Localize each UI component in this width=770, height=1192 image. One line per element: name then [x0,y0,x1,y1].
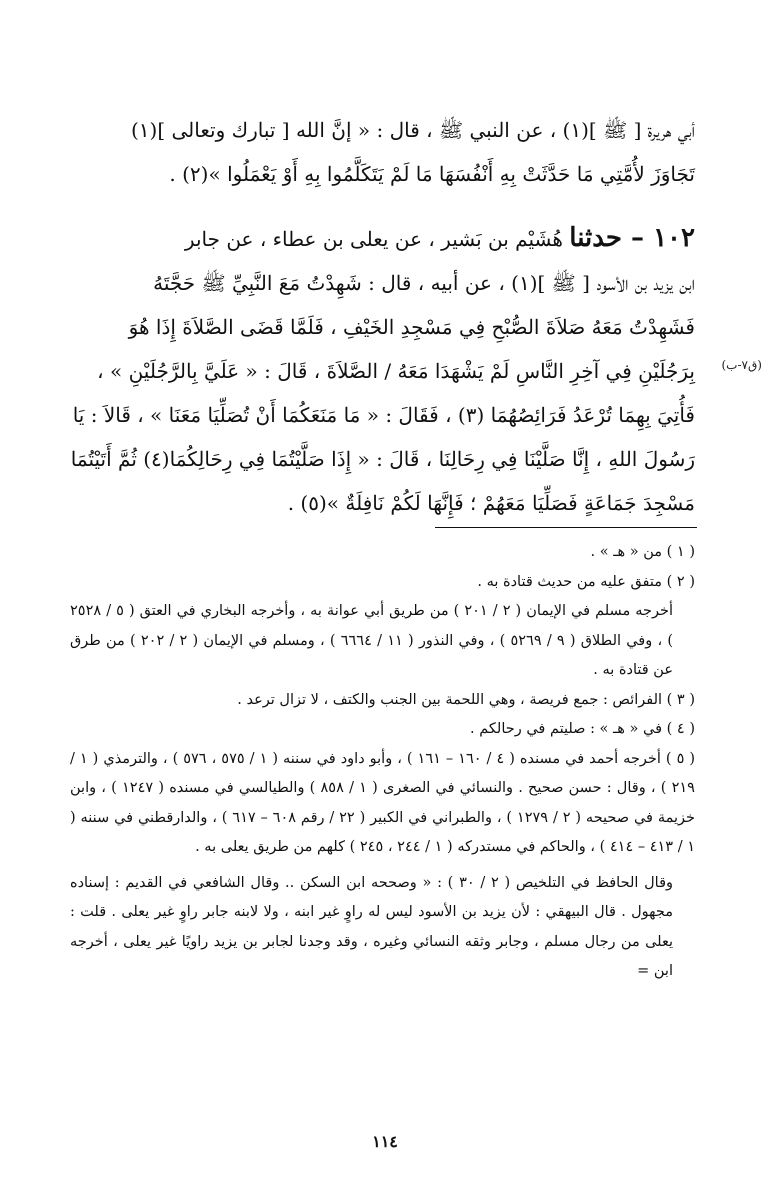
footnote: ( ٥ ) أخرجه أحمد في مسنده ( ٤ / ١٦٠ – ١٦١ ) ، وأبو داود في سننه ( ١ / ٥٧٥ ، ٥٧٦ ) ، والترمذي ( ١ / ٢١٩ ) ، وقال : حسن صحيح . والنسائي في الصغرى ( ١ / ٨٥٨ ) والطيالسي في مسنده ( ١٢٤٧ ) ، وابن خزيمة في صحيحه ( ٢ / ١٢٧٩ ) ، والطبراني في الكبير ( ٢٢ / رقم ٦٠٨ – ٦١٧ ) ، والدارقطني في سننه ( ١ / ٤١٣ – ٤١٤ ) ، والحاكم في مستدركه ( ١ / ٢٤٤ ، ٢٤٥ ) كلهم من طريق يعلى به . [70,750,696,855]
hadith-line: رَسُولَ اللهِ ، إِنَّا صَلَّيْنَا فِي رِحَالِنَا ، قَالَ : « إِذَا صَلَّيْتُمَا فِي رِحَالِكُمَا(٤) ثُمَّ أَتَيْتُمَا [70,447,695,471]
main-line: أبي هريرة [ ﷺ ](١) ، عن النبي ﷺ ، قال : « إنَّ الله [ تبارك وتعالى ](١) [130,118,695,142]
footnote-separator [435,527,697,528]
page-number: ١١٤ [372,1132,398,1151]
hadith-line: فَأُتِيَ بِهِمَا تُرْعَدُ فَرَائِصُهُمَا (٣) ، فَقَالَ : « مَا مَنَعَكُمَا أَنْ تُصَلِّيَا مَعَنَا » ، قَالاَ : يَا [72,403,695,427]
hadith-line: مَسْجِدَ جَمَاعَةٍ فَصَلِّيَا مَعَهُمْ ؛ فَإِنَّهَا لَكُمْ نَافِلَةٌ »(٥) . [287,491,695,515]
manuscript-folio-reference: (ق٧-ب) [721,358,762,372]
hadith-opening [70,216,695,261]
spacer [70,196,695,216]
main-line: تَجَاوَزَ لأُمَّتِي مَا حَدَّثَتْ بِهِ أَنْفُسَهَا مَا لَمْ يَتَكَلَّمُوا بِهِ أَوْ يَعْمَلُوا »(٢) . [169,162,695,186]
hadith-line: فَشَهِدْتُ مَعَهُ صَلاَةَ الصُّبْحِ فِي مَسْجِدِ الخَيْفِ ، فَلَمَّا قَضَى الصَّلاَةَ إِذَا هُوَ [128,315,695,339]
hadith-isnad: هُشَيْم بن بَشير ، عن يعلى بن عطاء ، عن جابر [184,227,570,251]
hadith-number-heading: ١٠٢ – حدثنا [569,223,695,253]
footnote: ( ١ ) من « هـ » . [590,544,695,560]
footnote: ( ٢ ) متفق عليه من حديث قتادة به . [477,573,695,590]
hadith-line: بِرَجُلَيْنِ فِي آخِرِ النَّاسِ لَمْ يَشْهَدَا مَعَهُ / الصَّلاَةَ ، قَالَ : « عَلَيَّ بِالرَّجُلَيْنِ » ، [97,359,695,383]
footnotes-block [70,538,695,987]
footnote-detail: أخرجه مسلم في الإيمان ( ٢ / ٢٠١ ) من طريق أبي عوانة به ، وأخرجه البخاري في العتق ( ٥ / ٢٥٢٨ ) ، وفي الطلاق ( ٩ / ٥٢٦٩ ) ، وفي النذور ( ١١ / ٦٦٦٤ ) ، ومسلم في الإيمان ( ٢ / ٢٠٢ ) من طرق عن قتادة به . [70,603,673,678]
footnote: ( ٣ ) الفرائص : جمع فريصة ، وهي اللحمة بين الجنب والكتف ، لا تزال ترعد . [237,691,695,708]
hadith-line: ابن يزيد بن الأسود [ ﷺ ](١) ، عن أبيه ، قال : شَهِدْتُ مَعَ النَّبِيِّ ﷺ حَجَّتَهُ [153,271,695,295]
footnote: ( ٤ ) في « هـ » : صليتم في رحالكم . [470,721,695,737]
footnote-detail: وقال الحافظ في التلخيص ( ٢ / ٣٠ ) : « وصححه ابن السكن .. وقال الشافعي في القديم : إسناده مجهول . قال البيهقي : لأن يزيد بن الأسود ليس له راوٍ غير ابنه ، ولا لابنه جابر راوٍ غير يعلى . قلت : يعلى من رجال مسلم ، وجابر وثقه النسائي وغيره ، وقد وجدنا لجابر بن يزيد راويًا غير يعلى ، أخرجه ابن = [70,874,674,979]
main-text-block [70,108,695,525]
